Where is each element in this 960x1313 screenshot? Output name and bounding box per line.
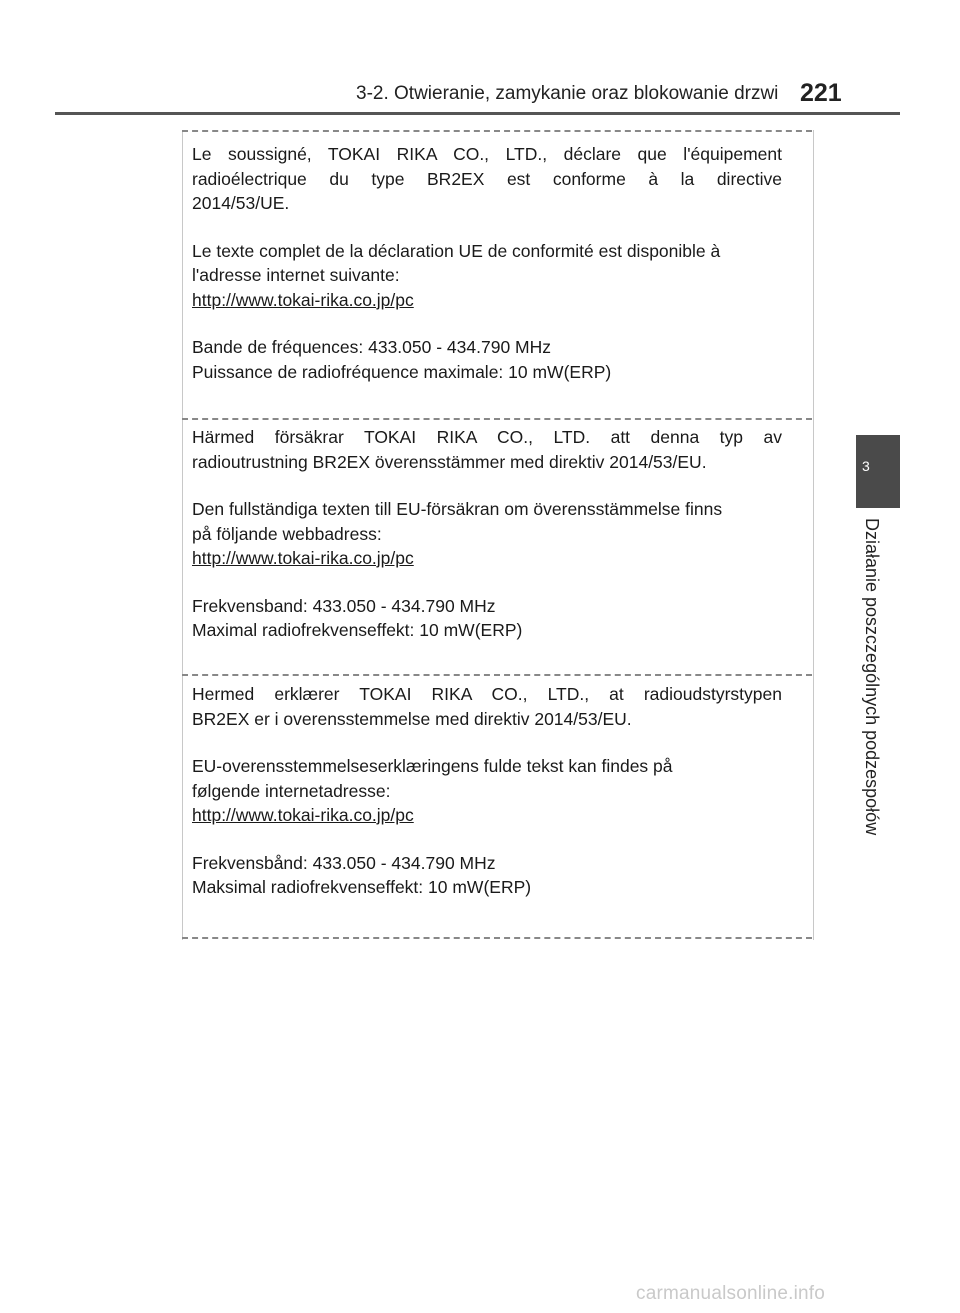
watermark: carmanualsonline.info: [636, 1283, 826, 1304]
declaration-line: 2014/53/UE.: [192, 193, 290, 213]
max-power: Maksimal radiofrekvenseffekt: 10 mW(ERP): [192, 877, 532, 897]
declaration-line: BR2EX er i overensstemmelse med direktiv 2014/53/EU.: [192, 708, 632, 729]
availability-line: Le texte complet de la déclaration UE de conformité est disponible à: [192, 240, 721, 261]
header-divider: [55, 112, 900, 115]
availability-line: Den fullständiga texten till EU-försäkran om överensstämmelse finns: [192, 499, 723, 519]
frequency-band: Bande de fréquences: 433.050 - 434.790 MHz: [192, 337, 551, 357]
page-number: 221: [800, 79, 842, 107]
frequency-band: Frekvensbånd: 433.050 - 434.790 MHz: [192, 852, 496, 873]
chapter-tab-number: 3: [862, 458, 870, 474]
box-top-divider: [182, 130, 812, 132]
frequency-band: Frekvensband: 433.050 - 434.790 MHz: [192, 595, 496, 616]
declaration-line: Härmed försäkrar TOKAI RIKA CO., LTD. att denna typ av: [192, 427, 782, 447]
availability-line: på följande webbadress:: [192, 523, 382, 544]
max-power: Maximal radiofrekvenseffekt: 10 mW(ERP): [192, 620, 523, 640]
declaration-section-fr: [192, 142, 782, 384]
declaration-line: Hermed erklærer TOKAI RIKA CO., LTD., at radioudstyrstypen: [192, 684, 782, 704]
section-divider-fr-sv: [182, 418, 812, 420]
chapter-tab-label: Działanie poszczególnych podzespołów: [862, 518, 882, 836]
declaration-line: Le soussigné, TOKAI RIKA CO., LTD., déclare que l'équipement: [192, 144, 782, 164]
declaration-link[interactable]: http://www.tokai-rika.co.jp/pc: [192, 805, 414, 825]
section-divider-sv-da: [182, 674, 812, 676]
declaration-link[interactable]: http://www.tokai-rika.co.jp/pc: [192, 548, 414, 568]
declaration-line: radioélectrique du type BR2EX est conforme à la directive: [192, 168, 782, 189]
availability-line: EU-overensstemmelseserklæringens fulde tekst kan findes på: [192, 756, 673, 776]
max-power: Puissance de radiofréquence maximale: 10 mW(ERP): [192, 361, 612, 382]
box-bottom-divider: [182, 937, 812, 939]
declaration-link[interactable]: http://www.tokai-rika.co.jp/pc: [192, 289, 414, 310]
declaration-section-da: [192, 682, 782, 900]
declaration-section-sv: [192, 425, 782, 643]
availability-line: følgende internetadresse:: [192, 780, 391, 801]
availability-line: l'adresse internet suivante:: [192, 265, 400, 285]
declaration-line: radioutrustning BR2EX överensstämmer med direktiv 2014/53/EU.: [192, 451, 707, 472]
header-title: 3-2. Otwieranie, zamykanie oraz blokowanie drzwi: [356, 83, 779, 104]
